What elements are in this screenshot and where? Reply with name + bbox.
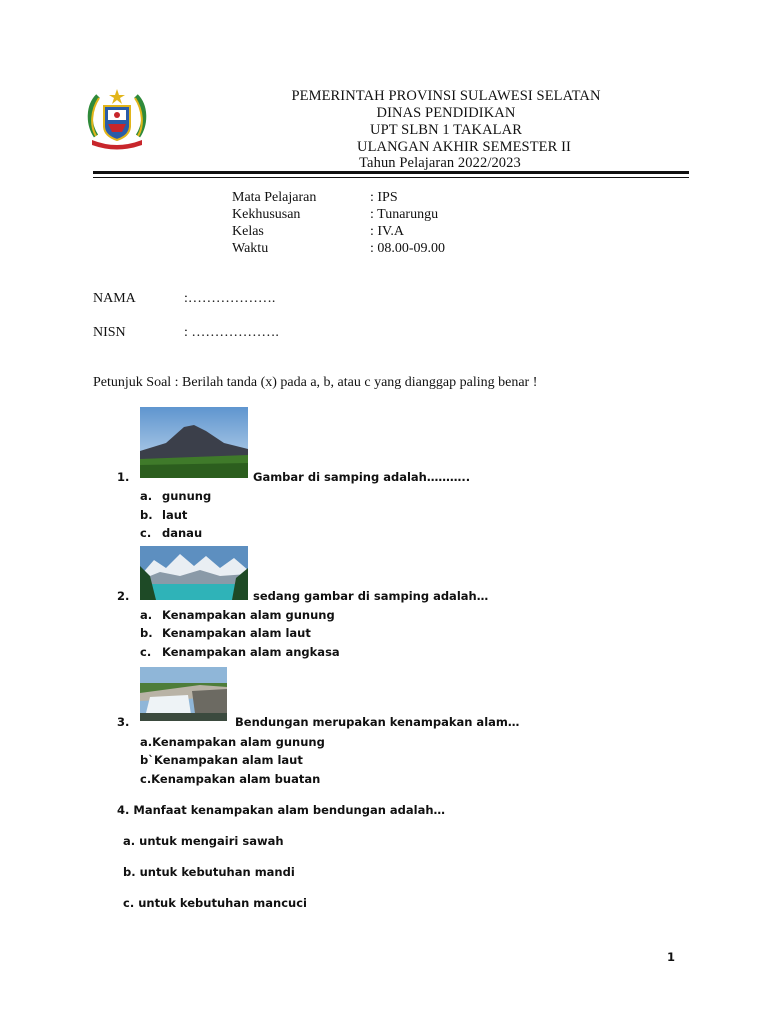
header-school: UPT SLBN 1 TAKALAR [370,122,522,138]
class-label: Kelas [232,224,264,239]
question-4-option-a[interactable]: a. untuk mengairi sawah [123,834,284,848]
student-nisn-field[interactable]: : ………………. [184,325,279,340]
question-1-option-a[interactable]: a. gunung [140,489,212,503]
header-divider-thin [93,177,689,178]
question-4-option-c[interactable]: c. untuk kebutuhan mancuci [123,896,307,910]
question-3-option-c[interactable]: c.Kenampakan alam buatan [140,772,321,786]
page-number: 1 [667,950,676,964]
question-4-text: 4. Manfaat kenampakan alam bendungan adalah… [117,803,446,817]
header-department: DINAS PENDIDIKAN [376,105,516,121]
question-1-option-c[interactable]: c. danau [140,526,203,540]
question-2-option-b[interactable]: b. Kenampakan alam laut [140,626,311,640]
question-4-option-b[interactable]: b. untuk kebutuhan mandi [123,865,295,879]
question-3-option-a[interactable]: a.Kenampakan alam gunung [140,735,325,749]
question-1-number: 1. [117,470,130,484]
question-1-option-b[interactable]: b. laut [140,508,188,522]
time-value: : 08.00-09.00 [370,241,446,256]
instruction-text: Petunjuk Soal : Berilah tanda (x) pada a, b, atau c yang dianggap paling benar ! [93,375,538,390]
question-3-text: Bendungan merupakan kenampakan alam… [235,715,520,729]
mountain-photo [140,407,248,478]
student-nisn-label: NISN [93,325,126,340]
header-divider-thick [93,171,689,174]
subject-label: Mata Pelajaran [232,190,317,205]
student-name-label: NAMA [93,291,136,306]
question-1-text: Gambar di samping adalah……….. [253,470,471,484]
question-2-option-c[interactable]: c. Kenampakan alam angkasa [140,645,340,659]
question-3-number: 3. [117,715,130,729]
class-value: : IV.A [370,224,404,239]
header-exam-title: ULANGAN AKHIR SEMESTER II [357,139,571,155]
question-2-number: 2. [117,589,130,603]
specialty-label: Kekhususan [232,207,301,222]
question-2-option-a[interactable]: a. Kenampakan alam gunung [140,608,335,622]
header-school-year: Tahun Pelajaran 2022/2023 [359,155,521,171]
time-label: Waktu [232,241,269,256]
student-name-field[interactable]: :………………. [184,291,276,306]
question-3-option-b[interactable]: b`Kenampakan alam laut [140,753,303,767]
question-2-text: sedang gambar di samping adalah… [253,589,489,603]
dam-photo [140,667,227,721]
header-province: PEMERINTAH PROVINSI SULAWESI SELATAN [291,88,601,104]
subject-value: : IPS [370,190,398,205]
lake-mountains-photo [140,546,248,600]
specialty-value: : Tunarungu [370,207,439,222]
